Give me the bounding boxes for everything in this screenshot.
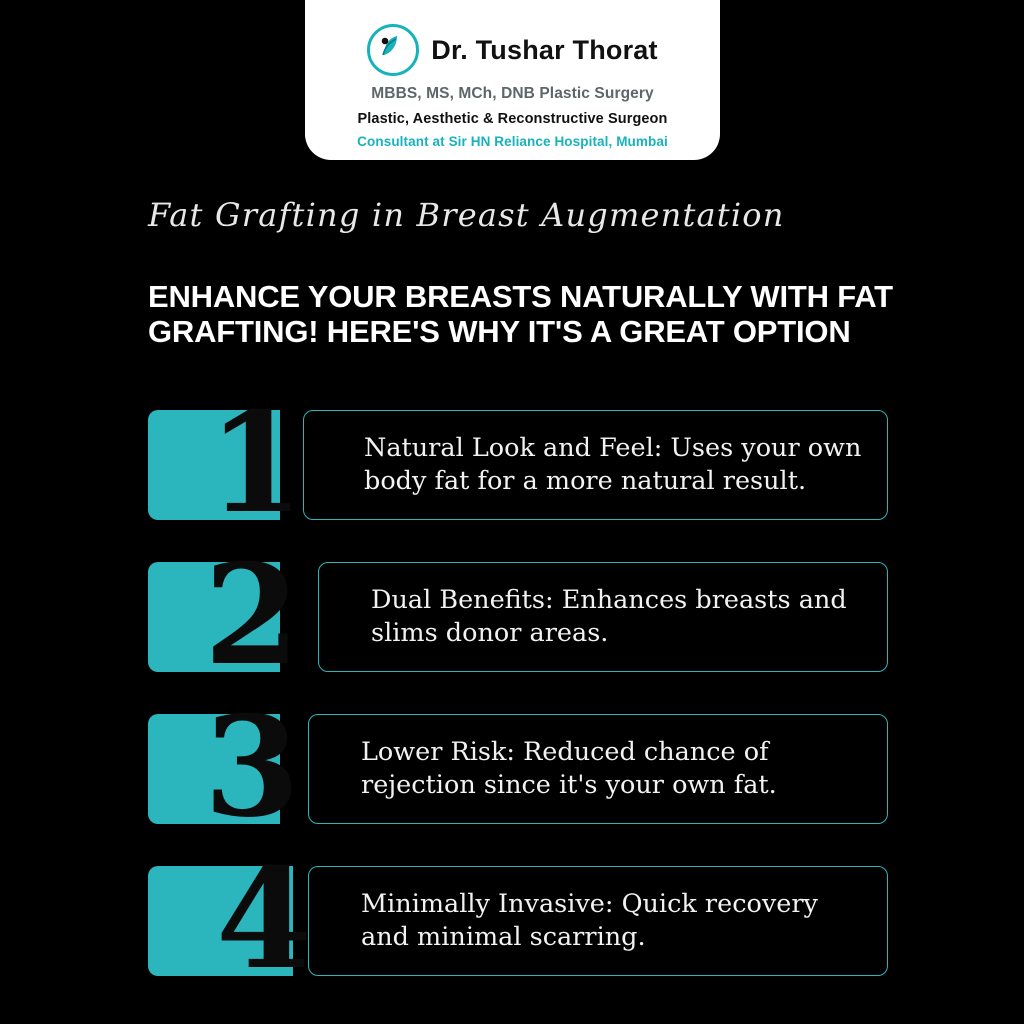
benefit-text: Minimally Invasive: Quick recovery and minimal scarring. bbox=[361, 889, 818, 952]
list-item bbox=[148, 533, 888, 696]
benefit-text: Lower Risk: Reduced chance of rejection since it's your own fat. bbox=[361, 737, 777, 800]
doctor-name: Dr. Tushar Thorat bbox=[431, 34, 658, 65]
doctor-credentials: MBBS, MS, MCh, DNB Plastic Surgery bbox=[371, 85, 654, 102]
benefit-card bbox=[308, 866, 888, 976]
benefit-text: Natural Look and Feel: Uses your own body fat for a more natural result. bbox=[364, 433, 862, 496]
script-title: Fat Grafting in Breast Augmentation bbox=[148, 196, 785, 234]
benefit-card bbox=[303, 410, 888, 520]
number-glyph: 3 bbox=[204, 685, 297, 848]
leaf-monogram-icon bbox=[367, 24, 419, 76]
number-glyph: 4 bbox=[216, 837, 309, 1000]
benefit-card bbox=[308, 714, 888, 824]
benefit-text: Dual Benefits: Enhances breasts and slims donor areas. bbox=[371, 585, 847, 648]
number-glyph: 1 bbox=[208, 381, 301, 544]
list-item bbox=[148, 685, 888, 848]
list-item bbox=[148, 381, 888, 544]
brand-row bbox=[319, 24, 706, 76]
list-item bbox=[148, 837, 888, 1000]
benefit-card bbox=[318, 562, 888, 672]
doctor-specialty: Plastic, Aesthetic & Reconstructive Surgeon bbox=[357, 111, 668, 127]
doctor-affiliation: Consultant at Sir HN Reliance Hospital, Mumbai bbox=[357, 134, 668, 149]
page-title: ENHANCE YOUR BREASTS NATURALLY WITH FAT GRAFTING! HERE'S WHY IT'S A GREAT OPTION bbox=[148, 279, 893, 349]
clinic-header-card bbox=[305, 0, 720, 160]
benefits-list bbox=[148, 381, 888, 1018]
number-glyph: 2 bbox=[204, 533, 297, 696]
